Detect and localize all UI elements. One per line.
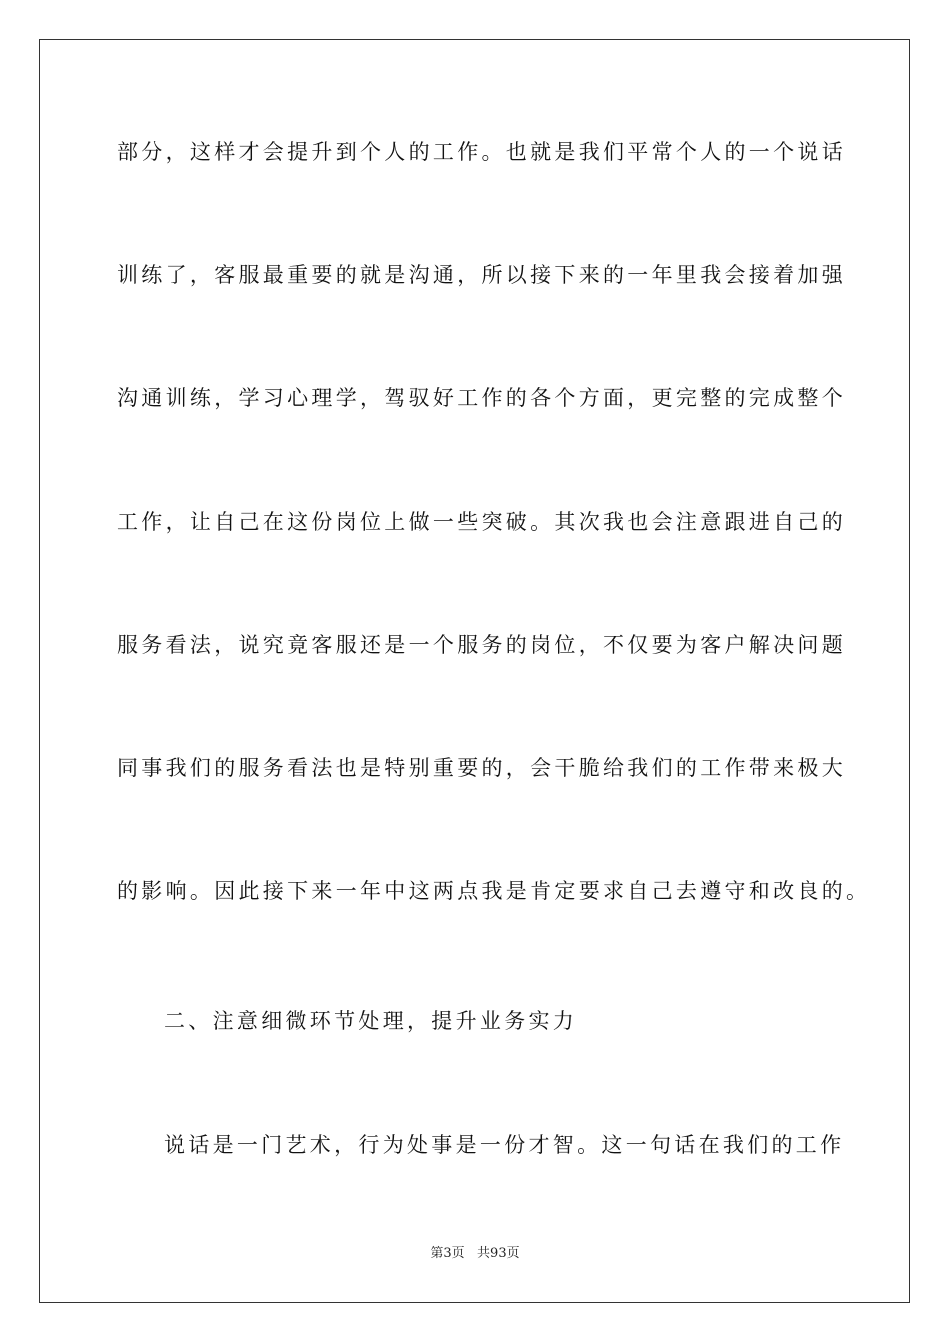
page-number-footer: 第3页 共93页 (430, 1246, 520, 1261)
body-text-line: 部分，这样才会提升到个人的工作。也就是我们平常个人的一个说话 (117, 140, 846, 164)
body-text-line: 工作，让自己在这份岗位上做一些突破。其次我也会注意跟进自己的 (117, 510, 846, 534)
body-text-line: 训练了，客服最重要的就是沟通，所以接下来的一年里我会接着加强 (117, 263, 846, 287)
body-text-line: 服务看法，说究竟客服还是一个服务的岗位，不仅要为客户解决问题 (117, 633, 846, 657)
body-text-line: 的影响。因此接下来一年中这两点我是肯定要求自己去遵守和改良的。 (117, 879, 871, 903)
page-border (39, 39, 910, 1303)
body-text-line: 同事我们的服务看法也是特别重要的，会干脆给我们的工作带来极大 (117, 756, 846, 780)
section-heading: 二、注意细微环节处理，提升业务实力 (164, 1009, 578, 1033)
body-text-line: 沟通训练，学习心理学，驾驭好工作的各个方面，更完整的完成整个 (117, 386, 846, 410)
paragraph-first-line: 说话是一门艺术，行为处事是一份才智。这一句话在我们的工作 (164, 1133, 845, 1157)
